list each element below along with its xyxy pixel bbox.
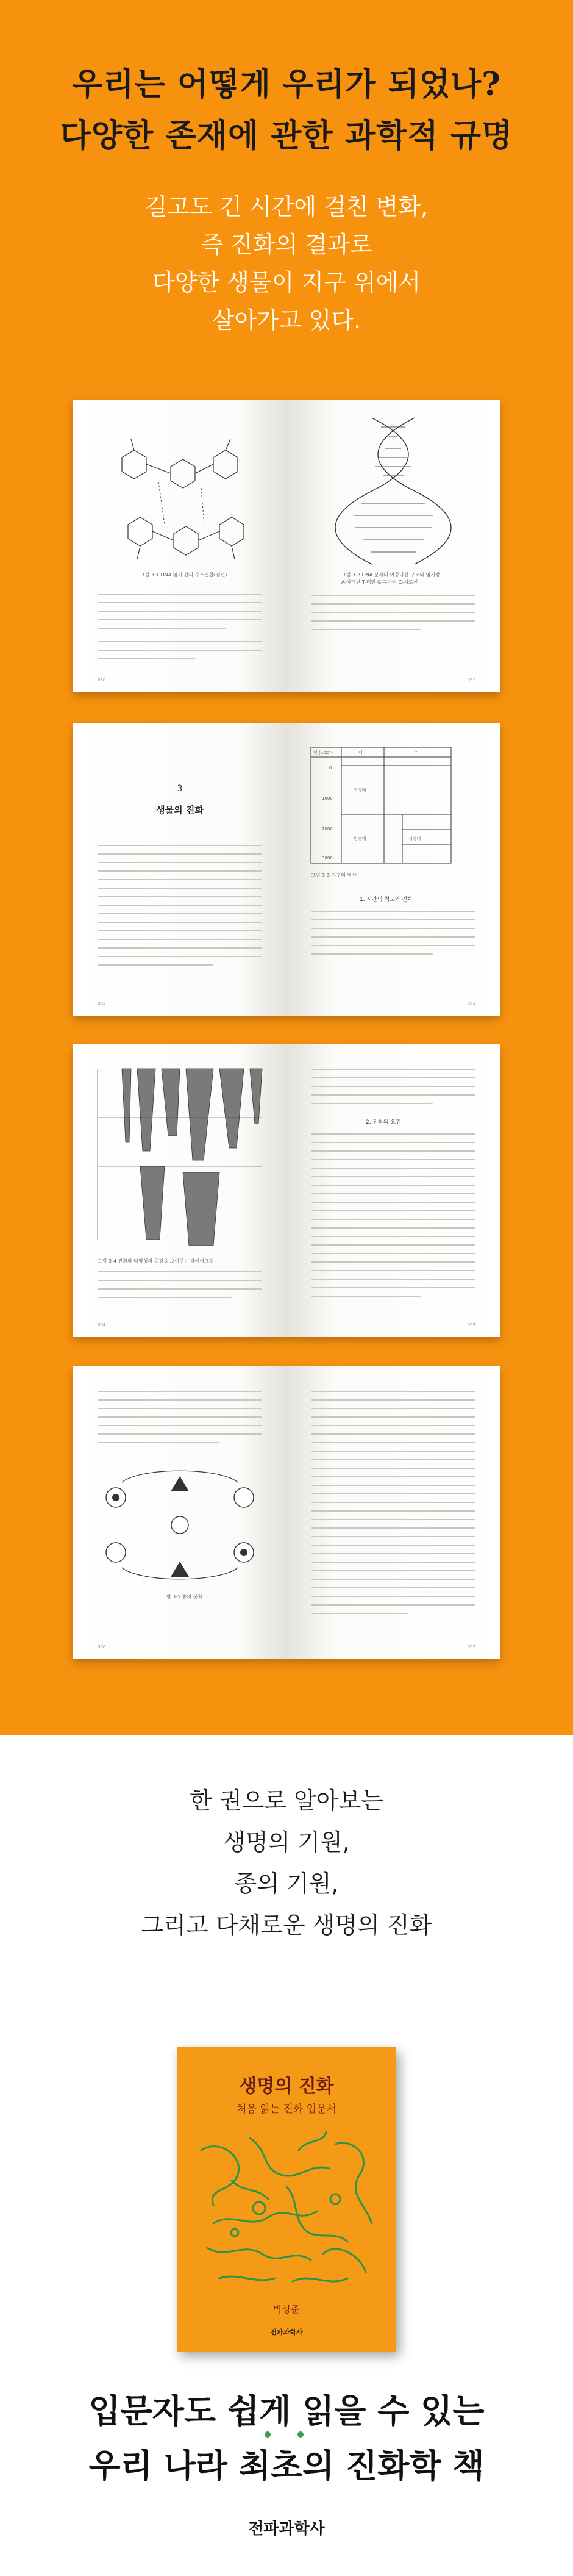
- intro-line-2: 생명의 기원,: [223, 1829, 350, 1856]
- book-spread-2: [73, 723, 500, 1016]
- figure-caption: 그림 3-5 종의 분화: [162, 1594, 203, 1599]
- intro-line-1: 한 권으로 알아보는: [190, 1787, 383, 1814]
- publisher-logo: 전파과학사: [248, 2520, 325, 2538]
- spread-1-left-page: [73, 400, 286, 692]
- table-row-label: 0: [329, 766, 332, 770]
- cover-author: 박상준: [273, 2304, 300, 2315]
- figure-caption-sub: A-아데닌 T-티민 G-구아닌 C-시토신: [341, 579, 418, 585]
- diversity-diagram: [73, 1044, 286, 1337]
- spread-4-right-page: [286, 1366, 500, 1659]
- table-era-label: 시생대: [408, 836, 421, 841]
- chapter-title: 생물의 진화: [156, 805, 204, 816]
- figure-caption: 그림 3-2 DNA 분자의 이중나선 구조와 염기쌍: [341, 572, 440, 578]
- spread-4-left-page: [73, 1366, 286, 1659]
- page-number: 051: [467, 678, 475, 683]
- section-heading: 1. 시간의 척도와 진화: [360, 897, 413, 903]
- table-era-label: 원생대: [354, 836, 366, 841]
- book-cover: [177, 2047, 396, 2352]
- lead-line-1: 길고도 긴 시간에 걸친 변화,: [144, 193, 429, 220]
- lead-line-2: 즉 진화의 결과로: [201, 231, 372, 258]
- book-spread-3: [73, 1044, 500, 1337]
- spread-3-left-page: [73, 1044, 286, 1337]
- page-number: 054: [98, 1322, 106, 1327]
- spread-1-right-page: [286, 400, 500, 692]
- intro-line-3: 종의 기원,: [234, 1870, 339, 1897]
- page-number: 055: [467, 1322, 475, 1327]
- emphasis-dot: [265, 2431, 271, 2438]
- headline-subtitle: 다양한 존재에 관한 과학적 규명: [60, 117, 513, 154]
- page-number: 050: [98, 678, 106, 683]
- lead-line-4: 살아가고 있다.: [212, 307, 361, 334]
- book-spread-4: [73, 1366, 500, 1659]
- page-number: 057: [467, 1645, 475, 1649]
- closing-line-2: 우리 나라 최초의 진화학 책: [88, 2447, 485, 2485]
- page-number: 053: [467, 1001, 475, 1006]
- cover-subtitle: 처음 읽는 진화 입문서: [236, 2103, 336, 2115]
- spread-3-right-page: [286, 1044, 500, 1337]
- cover-title: 생명의 진화: [239, 2076, 334, 2097]
- emphasis-dot: [297, 2431, 304, 2438]
- table-era-label: 고생대: [354, 788, 366, 792]
- intro-line-4: 그리고 다채로운 생명의 진화: [141, 1912, 432, 1939]
- page-number: 052: [98, 1001, 106, 1006]
- chapter-number: 3: [177, 784, 183, 794]
- figure-caption: 그림 3-3 지구의 역사: [311, 872, 357, 878]
- dna-helix-illustration: [286, 400, 500, 692]
- spread-2-right-page: [286, 723, 500, 1016]
- table-header: 기: [415, 750, 419, 755]
- table-row-label: 3000: [322, 856, 333, 861]
- cover-publisher: 전파과학사: [270, 2328, 303, 2336]
- headline-question: 우리는 어떻게 우리가 되었나?: [72, 66, 501, 103]
- molecule-illustration: [73, 400, 286, 692]
- closing-line-1: 입문자도 쉽게 읽을 수 있는: [88, 2392, 485, 2430]
- table-header: 년 (×10⁶): [313, 750, 333, 755]
- lead-line-3: 다양한 생물이 지구 위에서: [152, 269, 421, 296]
- table-row-label: 2000: [322, 827, 333, 831]
- section-heading: 2. 진화의 요건: [366, 1119, 401, 1125]
- figure-caption: 그림 3-4 진화와 다양성의 증감을 보여주는 다이어그램: [98, 1258, 214, 1264]
- book-spread-1: [73, 400, 500, 692]
- figure-caption: 그림 3-1 DNA 염기 간의 수소결합(점선): [140, 572, 227, 578]
- table-row-label: 1000: [322, 796, 333, 801]
- table-header: 대: [358, 750, 363, 755]
- geologic-timeline-table: [286, 723, 500, 1016]
- spread-2-left-page: [73, 723, 286, 1016]
- page-number: 056: [98, 1645, 106, 1649]
- speciation-diagram: [73, 1366, 286, 1659]
